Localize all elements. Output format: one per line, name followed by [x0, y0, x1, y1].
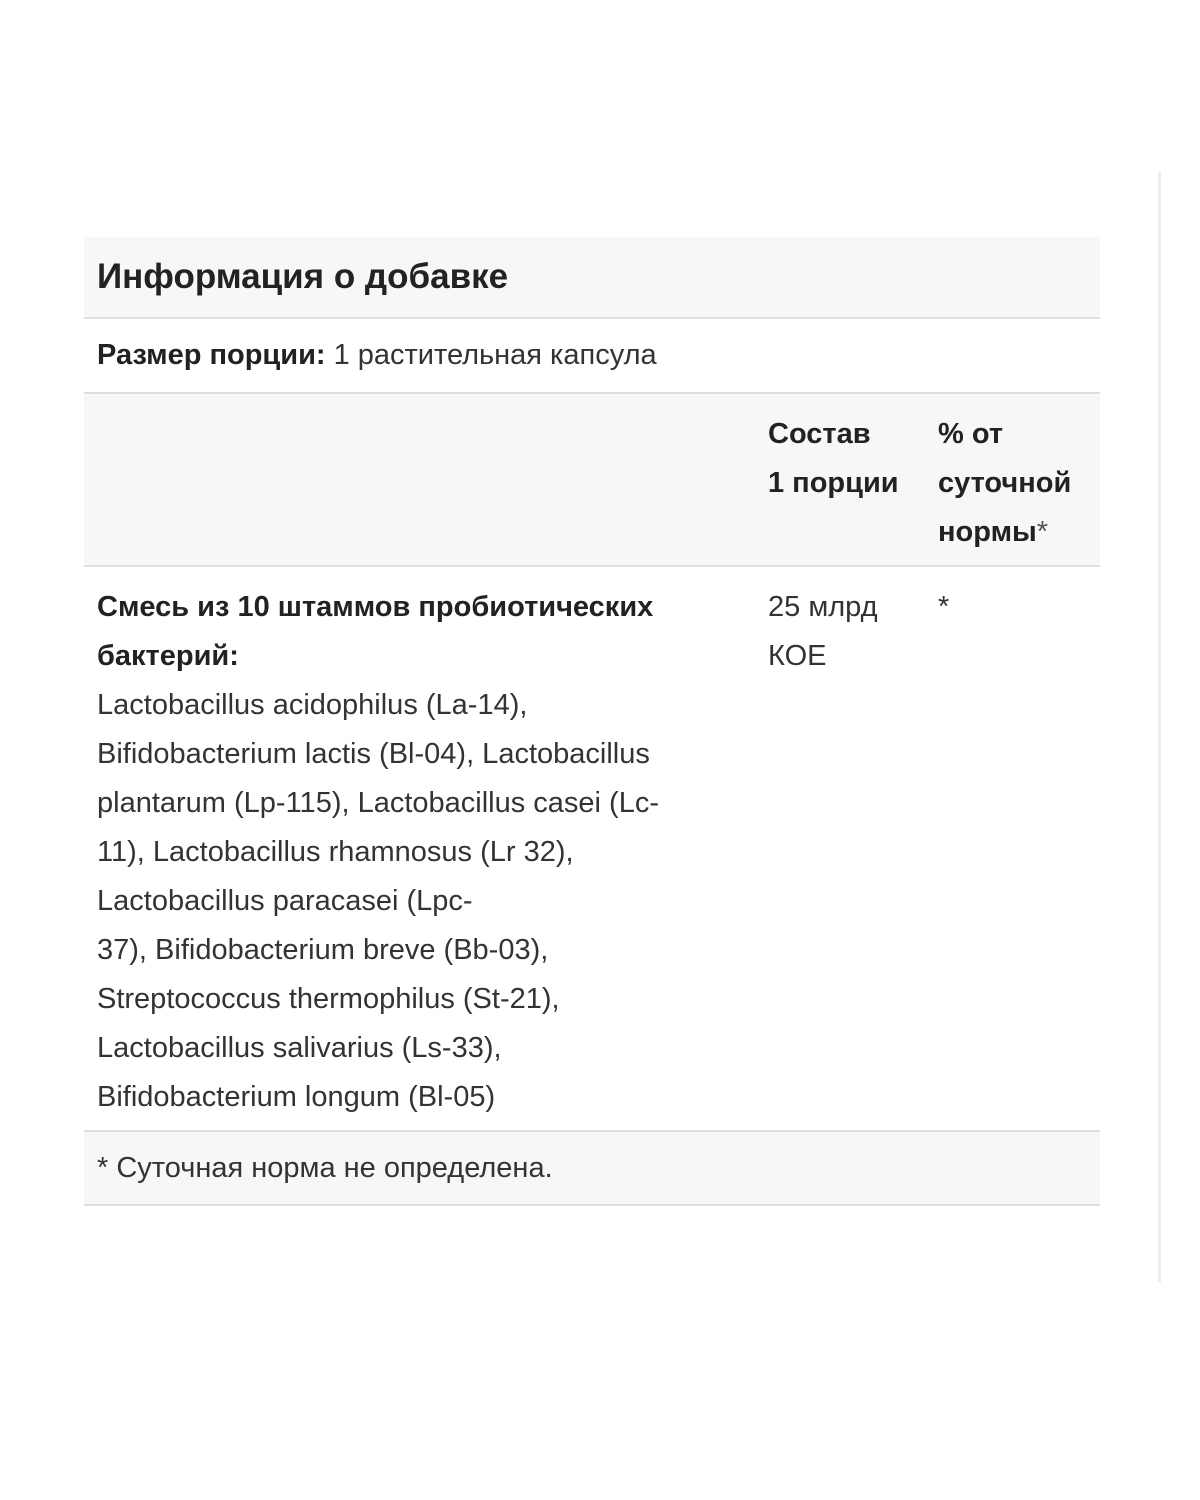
serving-size-row	[84, 319, 1100, 394]
table-header-row	[84, 394, 1100, 567]
panel-title: Информация о добавке	[84, 237, 1100, 319]
strain-line: Lactobacillus acidophilus (La-14),	[97, 689, 528, 721]
table-row	[84, 567, 1100, 1132]
strain-line: Bifidobacterium lactis (Bl-04), Lactobacillus	[97, 738, 650, 770]
strain-line: Lactobacillus salivarius (Ls-33),	[97, 1032, 502, 1064]
strain-line: 11), Lactobacillus rhamnosus (Lr 32),	[97, 836, 574, 868]
strain-line: Bifidobacterium longum (Bl-05)	[97, 1081, 496, 1113]
ingredient-cell	[97, 583, 737, 1122]
amount-per-serving-header: Состав 1 порции	[768, 418, 899, 499]
scrollbar-track[interactable]	[1158, 172, 1161, 1282]
serving-size-value: 1 растительная капсула	[333, 339, 657, 371]
daily-value-cell: *	[938, 591, 950, 623]
ingredient-name: бактерий:	[97, 640, 239, 672]
strain-line: 37), Bifidobacterium breve (Bb-03),	[97, 934, 549, 966]
supplement-facts-panel	[84, 237, 1100, 1206]
strain-line: Streptococcus thermophilus (St-21),	[97, 983, 560, 1015]
daily-value-marker: *	[1036, 516, 1049, 548]
strain-line: plantarum (Lp-115), Lactobacillus casei (Lc-	[97, 787, 660, 819]
footnote: * Суточная норма не определена.	[84, 1132, 1100, 1206]
serving-size-label: Размер порции:	[97, 339, 326, 371]
strain-line: Lactobacillus paracasei (Lpc-	[97, 885, 473, 917]
ingredient-name: Смесь из 10 штаммов пробиотических	[97, 591, 654, 623]
amount-cell: 25 млрд КОЕ	[768, 591, 878, 672]
daily-value-header: % от суточной нормы*	[938, 418, 1072, 548]
